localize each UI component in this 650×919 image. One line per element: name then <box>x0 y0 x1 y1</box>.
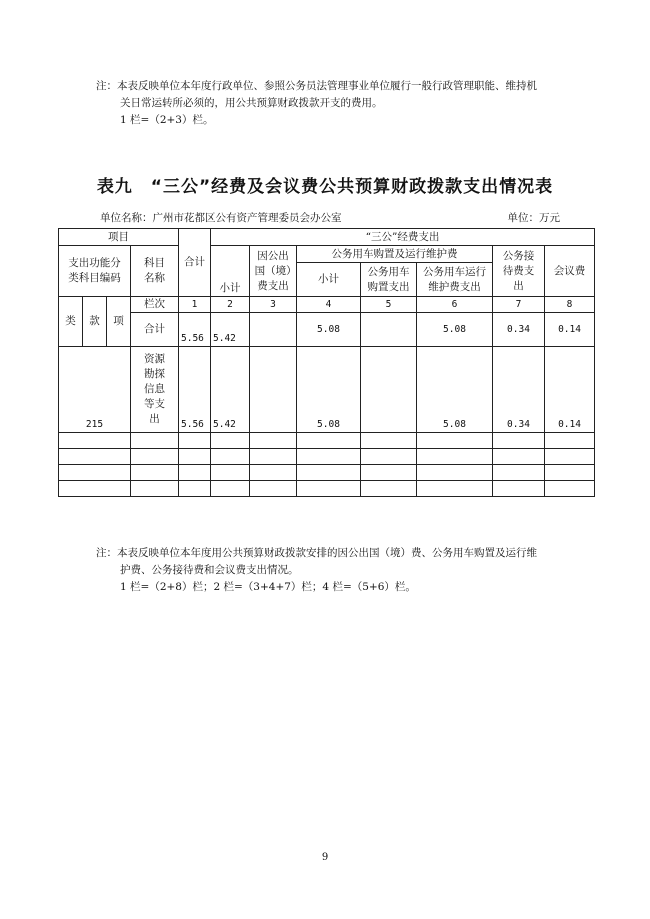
header-subject-name: 科目名称 <box>131 246 179 297</box>
bottom-note-line1: 注：本表反映单位本年度用公共预算财政拨款安排的因公出国（境）费、公务用车购置及运行维 <box>96 547 537 559</box>
header-meeting: 会议费 <box>545 246 595 297</box>
col-number: 5 <box>361 297 417 313</box>
data-cell: 0.34 <box>493 347 545 433</box>
bottom-note-line2: 护费、公务接待费和会议费支出情况。 <box>120 564 299 576</box>
data-row <box>59 347 595 433</box>
top-note-line3: 1 栏=（2+3）栏。 <box>120 114 214 126</box>
data-cell <box>361 347 417 433</box>
col-number: 7 <box>493 297 545 313</box>
data-cell: 5.42 <box>211 347 250 433</box>
header-xiang: 项 <box>107 297 131 347</box>
col-number: 4 <box>297 297 361 313</box>
empty-row <box>59 481 595 497</box>
total-cell: 5.08 <box>297 313 361 347</box>
col-number: 6 <box>417 297 493 313</box>
top-note-line1: 注：本表反映单位本年度行政单位、参照公务员法管理事业单位履行一般行政管理职能、维持机 <box>96 80 537 92</box>
unit-name: 单位名称：广州市花都区公有资产管理委员会办公室 <box>100 212 342 224</box>
page-number: 9 <box>321 852 329 863</box>
empty-row <box>59 465 595 481</box>
total-cell <box>250 313 297 347</box>
header-vehicle-run: 公务用车运行维护费支出 <box>417 263 493 297</box>
unit-row <box>100 210 560 225</box>
header-vehicle: 公务用车购置及运行维护费 <box>297 246 493 263</box>
header-project: 项目 <box>59 229 179 246</box>
total-row <box>59 313 595 347</box>
empty-row <box>59 449 595 465</box>
total-cell: 5.56 <box>179 313 211 347</box>
header-lei: 类 <box>59 297 83 347</box>
header-abroad: 因公出国（境）费支出 <box>250 246 297 297</box>
table-title: 表九 “三公”经费及会议费公共预算财政拨款支出情况表 <box>96 177 554 197</box>
data-row-code: 215 <box>59 347 131 433</box>
header-vehicle-subtotal: 小计 <box>297 263 361 297</box>
header-kuan: 款 <box>83 297 107 347</box>
data-cell: 5.08 <box>297 347 361 433</box>
data-cell: 5.08 <box>417 347 493 433</box>
header-total: 合计 <box>179 229 211 297</box>
unit-label: 单位：万元 <box>507 212 560 224</box>
total-cell: 0.14 <box>545 313 595 347</box>
top-note-line2: 关日常运转所必须的，用公共预算财政拨款开支的费用。 <box>120 97 383 109</box>
header-vehicle-purchase: 公务用车购置支出 <box>361 263 417 297</box>
header-lanci: 栏次 <box>131 297 179 313</box>
header-sangong: “三公”经费支出 <box>211 229 595 246</box>
total-cell: 5.42 <box>211 313 250 347</box>
col-number: 1 <box>179 297 211 313</box>
total-cell: 5.08 <box>417 313 493 347</box>
header-func-code: 支出功能分类科目编码 <box>59 246 131 297</box>
header-subtotal: 小计 <box>211 246 250 297</box>
bottom-note <box>96 545 566 596</box>
col-number: 2 <box>211 297 250 313</box>
data-cell <box>250 347 297 433</box>
col-number: 8 <box>545 297 595 313</box>
data-cell: 5.56 <box>179 347 211 433</box>
expense-table <box>58 228 595 497</box>
data-cell: 0.14 <box>545 347 595 433</box>
header-reception: 公务接待费支出 <box>493 246 545 297</box>
total-cell <box>361 313 417 347</box>
empty-row <box>59 433 595 449</box>
total-row-label: 合计 <box>131 313 179 347</box>
data-row-name: 资源 勘探 信息 等支 出 <box>131 347 179 433</box>
bottom-note-line3: 1 栏=（2+8）栏；2 栏=（3+4+7）栏；4 栏=（5+6）栏。 <box>120 581 416 593</box>
total-cell: 0.34 <box>493 313 545 347</box>
top-note <box>96 78 566 129</box>
col-number: 3 <box>250 297 297 313</box>
